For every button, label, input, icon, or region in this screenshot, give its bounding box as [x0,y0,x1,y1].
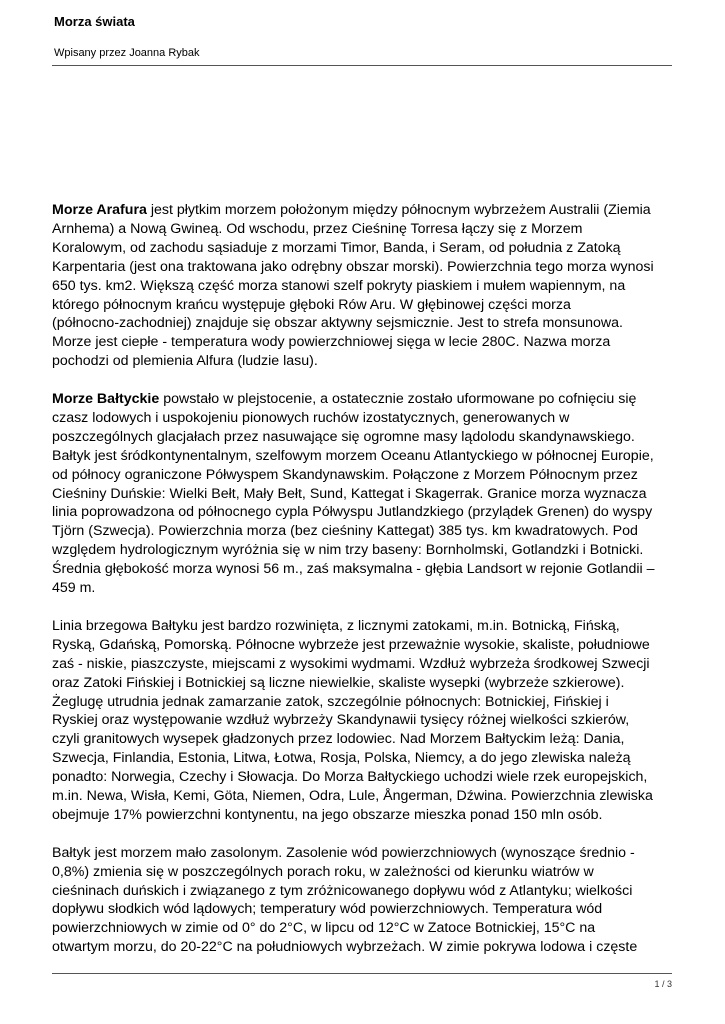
text-line: Szwecja, Finlandia, Estonia, Litwa, Łotwa, Rosja, Polska, Niemcy, a do jego zlewiska należą [52,750,631,767]
text-line: Tjörn (Szwecja). Powierzchnia morza (bez cieśniny Kattegat) 385 tys. km kwadratowych. Pod [52,523,638,540]
text-line: Ryskiej oraz występowanie wzdłuż wybrzeży Skandynawii tysięcy różnej wielkości szkierów, [52,712,630,729]
paragraph-linia-brzegowa [52,617,676,825]
paragraph-lead: Morze Arafura [52,202,147,218]
text-line: powierzchniowych w zimie od 0° do 2°C, w lipcu od 12°C w Zatoce Botnickiej, 15°C na [52,920,596,937]
document-title: Morza świata [54,14,135,29]
text-line: Średnia głębokość morza wynosi 56 m., zaś maksymalna - głębia Landsort w rejonie Gotlandii – [52,561,655,578]
text-line: obejmuje 17% powierzchni kontynentu, na jego obszarze mieszka ponad 150 mln osób. [52,806,603,823]
text-line: którego północnym krańcu występuje głęboki Rów Aru. W głębinowej części morza [52,296,571,313]
footer-divider [52,973,672,974]
text-line: 650 tys. km2. Większą część morza stanowi szelf pokryty piaskiem i mułem wapiennym, na [52,277,626,294]
text-line: Karpentaria (jest ona traktowana jako odrębny obszar morski). Powierzchnia tego morza wynosi [52,258,654,275]
text-line: cieśninach duńskich i związanego z tym zróżnicowanego dopływu wód z Atlantyku; wielkości [52,882,633,899]
text-line: zaś - niskie, piaszczyste, miejscami z wysokimi wydmami. Wzdłuż wybrzeża środkowej Szwecji [52,655,650,672]
text-line: otwartym morzu, do 20-22°C na południowych wybrzeżach. W zimie pokrywa lodowa i częste [52,939,638,956]
text-line: Arnhema) a Nową Gwineą. Od wschodu, przez Cieśninę Torresa łączy się z Morzem [52,220,583,237]
text-span: jest płytkim morzem położonym między północnym wybrzeżem Australii (Ziemia [146,202,651,218]
text-line: (północno-zachodniej) znajduje się obszar aktywny sejsmicznie. Jest to strefa monsunowa. [52,315,623,332]
text-line: Bałtyk jest śródkontynentalnym, szelfowym morzem Oceanu Atlantyckiego w północnej Europie, [52,447,654,464]
text-line: Żeglugę utrudnia jednak zamarzanie zatok, szczególnie północnych: Botnickiej, Fińskiej i [52,693,609,710]
text-line: 459 m. [52,580,96,597]
paragraph-baltyckie [52,390,676,598]
text-line: poszczególnych glacjałach przez nasuwające się ogromne masy lądolodu skandynawskiego. [52,428,635,445]
text-line: Bałtyk jest morzem mało zasolonym. Zasolenie wód powierzchniowych (wynoszące średnio - [52,844,635,861]
text-line [52,390,676,409]
text-span: powstało w plejstocenie, a ostatecznie zostało uformowane po cofnięciu się [159,391,637,408]
header-divider [52,65,672,66]
text-line: Linia brzegowa Bałtyku jest bardzo rozwinięta, z licznymi zatokami, m.in. Botnicką, Fińską, [52,617,620,634]
text-line: względem hydrologicznym wyróżnia się w nim trzy baseny: Bornholmski, Gotlandzki i Botnicki. [52,542,644,559]
paragraph-arafura [52,201,676,371]
text-line: Cieśniny Duńskie: Wielki Bełt, Mały Bełt, Sund, Kattegat i Skagerrak. Granice morza wyznacza [52,485,647,502]
text-line: 0,8%) zmienia się w poszczególnych porach roku, w zależności od kierunku wiatrów w [52,863,594,880]
text-line: m.in. Newa, Wisła, Kemi, Göta, Niemen, Odra, Lule, Ångerman, Dźwina. Powierzchnia zlewiska [52,788,653,805]
text-line [52,201,676,220]
text-line: dopływu słodkich wód lądowych; temperatury wód powierzchniowych. Temperatura wód [52,901,603,918]
text-line: od północy ograniczone Półwyspem Skandynawskim. Połączone z Morzem Północnym przez [52,466,638,483]
text-line: czyli granitowych wysepek gładzonych przez lodowiec. Nad Morzem Bałtyckim leżą: Dania, [52,731,625,748]
text-line: oraz Zatoki Fińskiej i Botnickiej są liczne niewielkie, skaliste wysepki (wybrzeże szkierowe). [52,674,625,691]
text-line: Koralowym, od zachodu sąsiaduje z morzami Timor, Banda, i Seram, od południa z Zatoką [52,239,621,256]
text-line: czasz lodowych i uspokojeniu pionowych ruchów izostatycznych, generowanych w [52,409,570,426]
text-line: linia poprowadzona od północnego cypla Półwyspu Jutlandzkiego (przylądek Grenen) do wyspy [52,504,653,521]
article-body [52,201,676,976]
text-line: Morze jest ciepłe - temperatura wody powierzchniowej sięga w lecie 280C. Nazwa morza [52,334,611,351]
paragraph-zasolenie [52,844,676,957]
text-line: pochodzi od plemienia Alfura (ludzie lasu). [52,353,318,370]
author-byline: Wpisany przez Joanna Rybak [54,47,200,59]
page-number: 1 / 3 [654,979,672,989]
text-line: ponadto: Norwegia, Czechy i Słowacja. Do Morza Bałtyckiego uchodzi wiele rzek europejskich, [52,769,648,786]
text-line: Ryską, Gdańską, Pomorską. Północne wybrzeże jest przeważnie wysokie, skaliste, południowe [52,636,650,653]
paragraph-lead: Morze Bałtyckie [52,391,160,408]
